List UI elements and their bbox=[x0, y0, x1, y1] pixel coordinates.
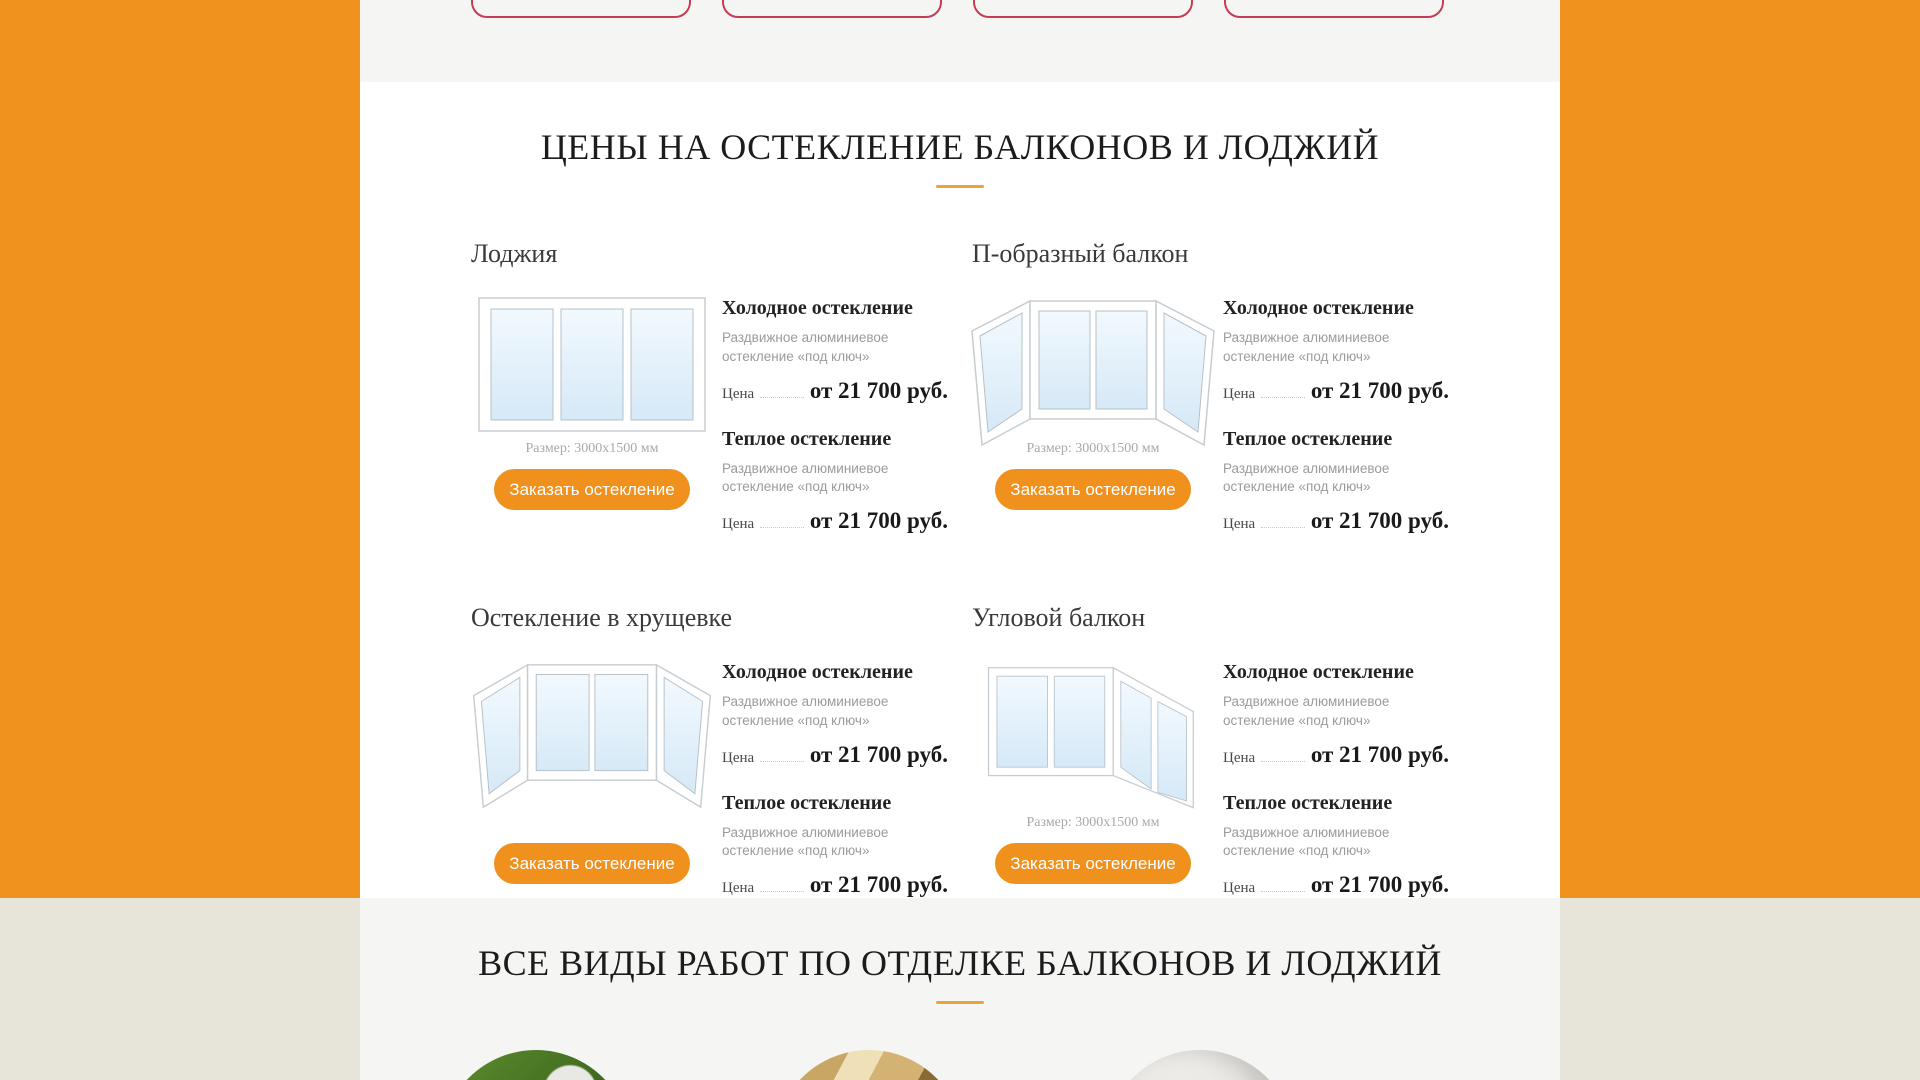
offer-description: Раздвижное алюминиевое остекление «под ключ» bbox=[722, 330, 889, 364]
price-line bbox=[722, 872, 948, 898]
price-line bbox=[722, 742, 948, 768]
warm-glazing-offer bbox=[722, 792, 948, 898]
dotted-leader bbox=[1261, 397, 1305, 398]
warm-glazing-offer bbox=[1223, 428, 1449, 534]
card-title: Лоджия bbox=[471, 239, 558, 269]
size-caption: Размер: 3000x1500 мм bbox=[1026, 441, 1160, 457]
price-label: Цена bbox=[722, 880, 755, 897]
pricing-card-khrushchevka bbox=[471, 602, 948, 922]
offer-description: Раздвижное алюминиевое остекление «под ключ» bbox=[1223, 460, 1390, 495]
price-value: от 21 700 руб. bbox=[1310, 872, 1449, 898]
works-section bbox=[360, 898, 1560, 1080]
outline-button-2[interactable] bbox=[722, 0, 942, 18]
price-label: Цена bbox=[1223, 385, 1256, 402]
partial-buttons-row bbox=[471, 0, 1444, 18]
content-column bbox=[360, 0, 1560, 1080]
order-glazing-button[interactable]: Заказать остекление bbox=[494, 469, 690, 510]
price-line bbox=[1223, 742, 1449, 768]
price-label: Цена bbox=[722, 749, 755, 766]
offer-description: Раздвижное алюминиевое остекление «под ключ» bbox=[722, 460, 889, 495]
order-glazing-button[interactable]: Заказать остекление bbox=[995, 843, 1191, 884]
offer-description: Раздвижное алюминиевое остекление «под ключ» bbox=[722, 824, 889, 859]
offer-title: Холодное остекление bbox=[1223, 661, 1414, 684]
outline-button-3[interactable] bbox=[973, 0, 1193, 18]
size-caption: Размер: 3000x1500 мм bbox=[1026, 815, 1160, 831]
balcony-greenery-photo bbox=[441, 1050, 631, 1080]
dotted-leader bbox=[1261, 527, 1305, 528]
warm-glazing-offer bbox=[722, 428, 948, 534]
price-line bbox=[1223, 378, 1449, 404]
offer-title: Теплое остекление bbox=[1223, 791, 1393, 814]
price-line bbox=[1223, 508, 1449, 534]
order-glazing-button[interactable]: Заказать остекление bbox=[494, 843, 690, 884]
offer-title: Холодное остекление bbox=[722, 297, 913, 320]
pricing-cards-grid bbox=[360, 188, 1560, 966]
offer-title: Холодное остекление bbox=[1223, 297, 1414, 320]
dotted-leader bbox=[1261, 891, 1305, 892]
cold-glazing-offer bbox=[1223, 297, 1449, 403]
dotted-leader bbox=[760, 397, 804, 398]
plastic-panel-photo bbox=[1105, 1050, 1295, 1080]
size-caption: Размер: 3000x1500 мм bbox=[525, 441, 659, 457]
pricing-section bbox=[360, 82, 1560, 898]
card-title: Угловой балкон bbox=[972, 603, 1146, 633]
dotted-leader bbox=[760, 891, 804, 892]
price-line bbox=[722, 508, 948, 534]
corner-window-illustration bbox=[968, 661, 1218, 811]
price-value: от 21 700 руб. bbox=[809, 741, 948, 767]
price-label: Цена bbox=[1223, 749, 1256, 766]
offer-description: Раздвижное алюминиевое остекление «под ключ» bbox=[1223, 330, 1390, 364]
cold-glazing-offer bbox=[1223, 661, 1449, 767]
price-value: от 21 700 руб. bbox=[1310, 741, 1449, 767]
card-title: Остекление в хрущевке bbox=[471, 603, 733, 633]
warm-glazing-offer bbox=[1223, 792, 1449, 898]
pricing-card-corner bbox=[972, 602, 1449, 922]
straight-3-pane-window-illustration bbox=[478, 297, 706, 437]
dotted-leader bbox=[1261, 761, 1305, 762]
price-line bbox=[722, 378, 948, 404]
price-line bbox=[1223, 872, 1449, 898]
price-value: от 21 700 руб. bbox=[809, 872, 948, 898]
pricing-card-loggia bbox=[471, 238, 948, 558]
order-glazing-button[interactable]: Заказать остекление bbox=[995, 469, 1191, 510]
price-value: от 21 700 руб. bbox=[1310, 377, 1449, 403]
price-label: Цена bbox=[1223, 880, 1256, 897]
works-section-title: ВСЕ ВИДЫ РАБОТ ПО ОТДЕЛКЕ БАЛКОНОВ И ЛОДЖИЙ bbox=[478, 943, 1442, 983]
cold-glazing-offer bbox=[722, 661, 948, 767]
card-title: П-образный балкон bbox=[972, 239, 1189, 269]
offer-title: Холодное остекление bbox=[722, 661, 913, 684]
offer-title: Теплое остекление bbox=[1223, 427, 1393, 450]
gold-divider bbox=[936, 1001, 984, 1004]
dotted-leader bbox=[760, 527, 804, 528]
offer-description: Раздвижное алюминиевое остекление «под ключ» bbox=[1223, 694, 1390, 728]
pricing-card-u-shaped bbox=[972, 238, 1449, 558]
dotted-leader bbox=[760, 761, 804, 762]
pricing-section-title: ЦЕНЫ НА ОСТЕКЛЕНИЕ БАЛКОНОВ И ЛОДЖИЙ bbox=[540, 127, 1380, 167]
offer-title: Теплое остекление bbox=[722, 427, 892, 450]
offer-description: Раздвижное алюминиевое остекление «под ключ» bbox=[722, 694, 889, 728]
price-value: от 21 700 руб. bbox=[809, 508, 948, 534]
top-strip bbox=[360, 0, 1560, 82]
bay-window-illustration bbox=[467, 661, 717, 811]
price-value: от 21 700 руб. bbox=[809, 377, 948, 403]
offer-description: Раздвижное алюминиевое остекление «под ключ» bbox=[1223, 824, 1390, 859]
wood-finish-photo bbox=[774, 1050, 964, 1080]
price-label: Цена bbox=[722, 516, 755, 533]
price-label: Цена bbox=[722, 385, 755, 402]
outline-button-4[interactable] bbox=[1224, 0, 1444, 18]
outline-button-1[interactable] bbox=[471, 0, 691, 18]
cold-glazing-offer bbox=[722, 297, 948, 403]
price-label: Цена bbox=[1223, 516, 1256, 533]
u-shaped-window-illustration bbox=[968, 297, 1218, 437]
offer-title: Теплое остекление bbox=[722, 791, 892, 814]
price-value: от 21 700 руб. bbox=[1310, 508, 1449, 534]
